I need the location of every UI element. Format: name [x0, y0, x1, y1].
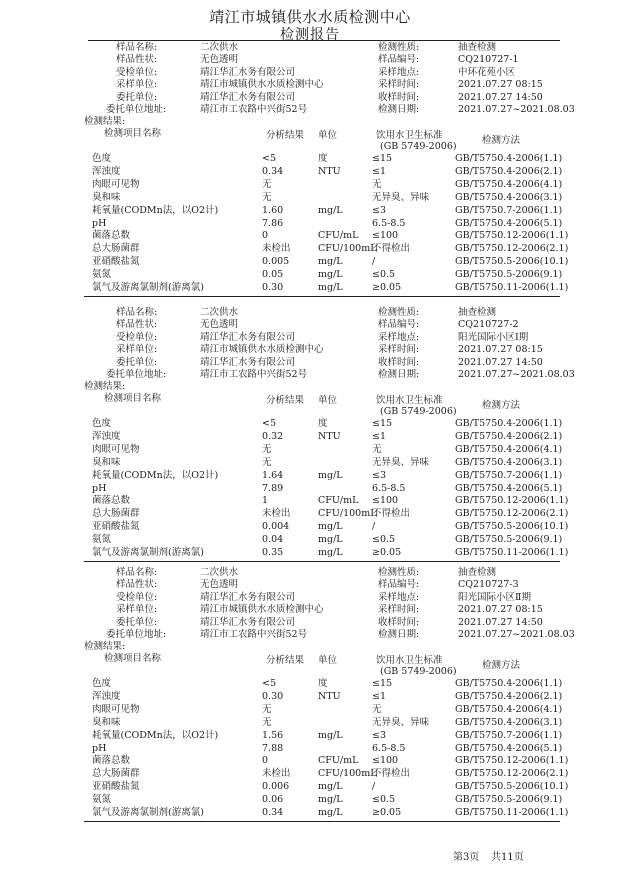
cell-result: 7.88 — [262, 742, 284, 754]
cell-method: GB/T5750.4-2006(3.1) — [455, 191, 563, 203]
cell-unit: mg/L — [318, 807, 343, 818]
sample-name-label: 样品名称: — [116, 567, 158, 578]
cell-result: 无 — [262, 703, 272, 715]
client-unit-value: 靖江华汇水务有限公司 — [200, 616, 296, 628]
cell-method: GB/T5750.4-2006(4.1) — [455, 443, 563, 455]
cell-standard: ≤100 — [372, 230, 399, 242]
sampling-site-label: 采样地点: — [378, 66, 420, 78]
test-nature-value: 抽查检测 — [458, 307, 497, 318]
cell-unit: CFU/100mL — [318, 508, 377, 520]
cell-standard: ≤1 — [372, 690, 387, 702]
sample-nature-value: 无色透明 — [200, 579, 239, 591]
col-item-header: 检测项目名称 — [104, 393, 162, 404]
col-unit-header: 单位 — [318, 395, 338, 406]
sample-name-value: 二次供水 — [200, 42, 239, 53]
receive-time-value: 2021.07.27 14:50 — [458, 356, 543, 368]
cell-standard: 不得检出 — [372, 243, 411, 255]
cell-unit: mg/L — [318, 534, 343, 546]
cell-standard: ≤15 — [372, 678, 393, 689]
cell-result: <5 — [262, 153, 277, 164]
entrusted-unit-label: 受检单位: — [116, 591, 158, 603]
col-result-header: 分析结果 — [266, 655, 305, 666]
cell-standard: 6.5-8.5 — [372, 482, 406, 494]
cell-standard: / — [372, 256, 376, 268]
col-standard-header: 饮用水卫生标准 — [376, 130, 443, 141]
sample-nature-value: 无色透明 — [200, 54, 239, 66]
cell-result: 0.06 — [262, 794, 284, 806]
receive-time-label: 收样时间: — [378, 616, 420, 628]
cell-unit: CFU/100mL — [318, 243, 377, 255]
cell-item: 总大肠菌群 — [92, 243, 140, 255]
cell-item: 总大肠菌群 — [92, 768, 140, 780]
col-item-header: 检测项目名称 — [104, 653, 162, 664]
cell-item: 菌落总数 — [92, 755, 131, 767]
cell-standard: ≤0.5 — [372, 534, 396, 546]
results-label: 检测结果: — [84, 116, 126, 127]
cell-result: 0.005 — [262, 256, 290, 268]
cell-unit: mg/L — [318, 781, 343, 793]
cell-method: GB/T5750.12-2006(1.1) — [455, 495, 569, 507]
cell-result: 未检出 — [262, 508, 291, 520]
cell-item: 肉眼可见物 — [92, 443, 140, 455]
sampling-time-value: 2021.07.27 08:15 — [458, 344, 543, 356]
sampling-time-value: 2021.07.27 08:15 — [458, 604, 543, 616]
cell-item: 耗氧量(CODMn法，以O2计) — [92, 204, 219, 216]
cell-result: 0.34 — [262, 165, 284, 177]
cell-method: GB/T5750.4-2006(5.1) — [455, 742, 563, 754]
receive-time-label: 收样时间: — [378, 356, 420, 368]
cell-standard: ≥0.05 — [372, 282, 402, 293]
entrusted-unit-value: 靖江华汇水务有限公司 — [200, 331, 296, 343]
cell-result: 未检出 — [262, 243, 291, 255]
cell-result: 7.89 — [262, 482, 284, 494]
sample-no-label: 样品编号: — [378, 319, 420, 331]
client-address-label: 委托单位地址: — [106, 629, 167, 640]
sampling-site-label: 采样地点: — [378, 591, 420, 603]
col-method-header: 检测方法 — [482, 135, 521, 146]
col-standard-header: 饮用水卫生标准 — [376, 395, 443, 406]
cell-result: 1.56 — [262, 729, 284, 741]
cell-result: 无 — [262, 456, 272, 468]
col-method-header: 检测方法 — [482, 400, 521, 411]
cell-standard: ≥0.05 — [372, 547, 402, 558]
cell-method: GB/T5750.11-2006(1.1) — [455, 807, 569, 818]
cell-result: 0.30 — [262, 282, 284, 293]
cell-item: 浑浊度 — [92, 165, 121, 177]
cell-item: 色度 — [92, 418, 112, 429]
cell-method: GB/T5750.4-2006(5.1) — [455, 482, 563, 494]
page-total: 共11页 — [491, 852, 524, 863]
sampling-time-label: 采样时间: — [378, 79, 420, 91]
col-result-header: 分析结果 — [266, 395, 305, 406]
cell-item: pH — [92, 742, 107, 754]
cell-standard: 不得检出 — [372, 768, 411, 780]
sampling-unit-label: 采样单位: — [116, 79, 158, 91]
cell-item: 氯气及游离氯制剂(游离氯) — [92, 807, 204, 818]
section-rule — [84, 821, 560, 822]
sample-name-value: 二次供水 — [200, 307, 239, 318]
test-date-label: 检测日期: — [378, 369, 420, 380]
cell-result: 无 — [262, 443, 272, 455]
cell-result: 0.05 — [262, 269, 284, 281]
sample-name-value: 二次供水 — [200, 567, 239, 578]
cell-item: 臭和味 — [92, 191, 121, 203]
cell-result: 0.004 — [262, 521, 290, 533]
sample-nature-value: 无色透明 — [200, 319, 239, 331]
cell-item: 亚硝酸盐氮 — [92, 521, 140, 533]
cell-method: GB/T5750.4-2006(3.1) — [455, 456, 563, 468]
cell-result: 7.86 — [262, 217, 284, 229]
entrusted-unit-value: 靖江华汇水务有限公司 — [200, 591, 296, 603]
cell-item: 总大肠菌群 — [92, 508, 140, 520]
col-standard-sub-header: (GB 5749-2006) — [380, 406, 457, 417]
cell-standard: ≤3 — [372, 204, 387, 216]
cell-method: GB/T5750.5-2006(9.1) — [455, 269, 563, 281]
results-label: 检测结果: — [84, 381, 126, 392]
cell-result: 无 — [262, 191, 272, 203]
cell-item: 色度 — [92, 678, 112, 689]
cell-item: 氨氮 — [92, 269, 112, 281]
client-unit-value: 靖江华汇水务有限公司 — [200, 91, 296, 103]
cell-result: 1.64 — [262, 469, 284, 481]
test-nature-label: 检测性质: — [378, 567, 420, 578]
cell-result: 1.60 — [262, 204, 284, 216]
cell-method: GB/T5750.7-2006(1.1) — [455, 729, 563, 741]
sample-no-value: CQ210727-3 — [458, 579, 519, 591]
cell-item: 菌落总数 — [92, 495, 131, 507]
sampling-unit-label: 采样单位: — [116, 604, 158, 616]
cell-unit: NTU — [318, 690, 341, 702]
cell-method: GB/T5750.11-2006(1.1) — [455, 547, 569, 558]
cell-unit: mg/L — [318, 729, 343, 741]
cell-method: GB/T5750.12-2006(2.1) — [455, 243, 569, 255]
cell-standard: 6.5-8.5 — [372, 217, 406, 229]
cell-item: 浑浊度 — [92, 690, 121, 702]
sampling-unit-label: 采样单位: — [116, 344, 158, 356]
cell-method: GB/T5750.5-2006(10.1) — [455, 521, 569, 533]
receive-time-label: 收样时间: — [378, 91, 420, 103]
cell-result: 无 — [262, 716, 272, 728]
cell-unit: CFU/mL — [318, 230, 359, 242]
cell-standard: 不得检出 — [372, 508, 411, 520]
cell-standard: ≤15 — [372, 153, 393, 164]
cell-method: GB/T5750.7-2006(1.1) — [455, 204, 563, 216]
sampling-time-label: 采样时间: — [378, 344, 420, 356]
sampling-site-value: 阳光国际小区Ⅰ期 — [458, 331, 529, 343]
entrusted-unit-label: 受检单位: — [116, 66, 158, 78]
cell-standard: 无 — [372, 178, 382, 190]
cell-unit: 度 — [318, 678, 328, 689]
sample-no-value: CQ210727-2 — [458, 319, 519, 331]
cell-method: GB/T5750.11-2006(1.1) — [455, 282, 569, 293]
cell-standard: / — [372, 521, 376, 533]
cell-standard: ≤15 — [372, 418, 393, 429]
cell-method: GB/T5750.4-2006(4.1) — [455, 178, 563, 190]
cell-standard: ≤1 — [372, 430, 387, 442]
client-unit-label: 委托单位: — [116, 616, 158, 628]
sample-name-label: 样品名称: — [116, 42, 158, 53]
cell-unit: mg/L — [318, 282, 343, 293]
col-unit-header: 单位 — [318, 130, 338, 141]
test-date-value: 2021.07.27~2021.08.03 — [458, 104, 575, 115]
cell-result: 0.006 — [262, 781, 290, 793]
test-nature-value: 抽查检测 — [458, 42, 497, 53]
cell-unit: mg/L — [318, 794, 343, 806]
sample-nature-label: 样品性状: — [116, 579, 158, 591]
cell-method: GB/T5750.5-2006(9.1) — [455, 534, 563, 546]
sampling-unit-value: 靖江市城镇供水水质检测中心 — [200, 79, 324, 91]
cell-unit: 度 — [318, 418, 328, 429]
cell-unit: mg/L — [318, 469, 343, 481]
cell-item: 氨氮 — [92, 794, 112, 806]
sampling-site-value: 阳光国际小区Ⅱ期 — [458, 591, 531, 603]
cell-result: 0.34 — [262, 807, 284, 818]
cell-standard: ≤1 — [372, 165, 387, 177]
cell-unit: CFU/100mL — [318, 768, 377, 780]
cell-unit: CFU/mL — [318, 755, 359, 767]
cell-result: <5 — [262, 418, 277, 429]
cell-method: GB/T5750.4-2006(1.1) — [455, 153, 563, 164]
cell-method: GB/T5750.12-2006(1.1) — [455, 755, 569, 767]
col-standard-sub-header: (GB 5749-2006) — [380, 666, 457, 677]
cell-result: <5 — [262, 678, 277, 689]
cell-standard: ≤0.5 — [372, 794, 396, 806]
cell-method: GB/T5750.4-2006(2.1) — [455, 165, 563, 177]
cell-method: GB/T5750.12-2006(1.1) — [455, 230, 569, 242]
sampling-site-label: 采样地点: — [378, 331, 420, 343]
cell-unit: CFU/mL — [318, 495, 359, 507]
cell-item: 耗氧量(CODMn法，以O2计) — [92, 729, 219, 741]
client-address-value: 靖江市工农路中兴街52号 — [200, 104, 308, 115]
cell-item: 氯气及游离氯制剂(游离氯) — [92, 547, 204, 558]
client-address-label: 委托单位地址: — [106, 104, 167, 115]
cell-item: 色度 — [92, 153, 112, 164]
cell-standard: 无异臭、异味 — [372, 191, 430, 203]
cell-item: 亚硝酸盐氮 — [92, 256, 140, 268]
receive-time-value: 2021.07.27 14:50 — [458, 616, 543, 628]
cell-item: 肉眼可见物 — [92, 178, 140, 190]
sample-no-label: 样品编号: — [378, 579, 420, 591]
cell-method: GB/T5750.4-2006(2.1) — [455, 430, 563, 442]
client-unit-label: 委托单位: — [116, 91, 158, 103]
cell-unit: mg/L — [318, 204, 343, 216]
cell-unit: mg/L — [318, 521, 343, 533]
client-address-value: 靖江市工农路中兴街52号 — [200, 629, 308, 640]
cell-unit: NTU — [318, 430, 341, 442]
sampling-unit-value: 靖江市城镇供水水质检测中心 — [200, 344, 324, 356]
page-title: 靖江市城镇供水水质检测中心 — [209, 8, 411, 26]
sampling-time-value: 2021.07.27 08:15 — [458, 79, 543, 91]
cell-standard: 无异臭、异味 — [372, 456, 430, 468]
col-result-header: 分析结果 — [266, 130, 305, 141]
cell-method: GB/T5750.4-2006(5.1) — [455, 217, 563, 229]
cell-method: GB/T5750.5-2006(10.1) — [455, 256, 569, 268]
test-nature-label: 检测性质: — [378, 42, 420, 53]
cell-standard: ≥0.05 — [372, 807, 402, 818]
entrusted-unit-value: 靖江华汇水务有限公司 — [200, 66, 296, 78]
cell-unit: mg/L — [318, 547, 343, 558]
cell-result: 0 — [262, 755, 269, 767]
col-unit-header: 单位 — [318, 655, 338, 666]
col-standard-header: 饮用水卫生标准 — [376, 655, 443, 666]
cell-standard: ≤3 — [372, 729, 387, 741]
cell-result: 0.30 — [262, 690, 284, 702]
entrusted-unit-label: 受检单位: — [116, 331, 158, 343]
cell-item: 臭和味 — [92, 716, 121, 728]
cell-standard: ≤100 — [372, 495, 399, 507]
cell-standard: 无 — [372, 703, 382, 715]
sampling-unit-value: 靖江市城镇供水水质检测中心 — [200, 604, 324, 616]
cell-method: GB/T5750.7-2006(1.1) — [455, 469, 563, 481]
cell-standard: 无 — [372, 443, 382, 455]
col-standard-sub-header: (GB 5749-2006) — [380, 141, 457, 152]
title-rule — [88, 40, 560, 41]
section-rule — [84, 561, 560, 562]
cell-result: 0.04 — [262, 534, 284, 546]
cell-method: GB/T5750.12-2006(2.1) — [455, 768, 569, 780]
cell-standard: 6.5-8.5 — [372, 742, 406, 754]
cell-item: 肉眼可见物 — [92, 703, 140, 715]
cell-method: GB/T5750.5-2006(9.1) — [455, 794, 563, 806]
page-subtitle: 检测报告 — [280, 27, 340, 43]
cell-standard: 无异臭、异味 — [372, 716, 430, 728]
client-unit-label: 委托单位: — [116, 356, 158, 368]
cell-result: 无 — [262, 178, 272, 190]
cell-item: 氨氮 — [92, 534, 112, 546]
cell-result: 0 — [262, 230, 269, 242]
sample-nature-label: 样品性状: — [116, 319, 158, 331]
test-date-value: 2021.07.27~2021.08.03 — [458, 629, 575, 640]
cell-method: GB/T5750.4-2006(1.1) — [455, 418, 563, 429]
cell-item: pH — [92, 482, 107, 494]
cell-item: 耗氧量(CODMn法，以O2计) — [92, 469, 219, 481]
cell-item: pH — [92, 217, 107, 229]
cell-result: 1 — [262, 495, 269, 507]
cell-method: GB/T5750.4-2006(3.1) — [455, 716, 563, 728]
client-unit-value: 靖江华汇水务有限公司 — [200, 356, 296, 368]
cell-standard: ≤3 — [372, 469, 387, 481]
sampling-time-label: 采样时间: — [378, 604, 420, 616]
col-method-header: 检测方法 — [482, 660, 521, 671]
test-date-value: 2021.07.27~2021.08.03 — [458, 369, 575, 380]
results-label: 检测结果: — [84, 641, 126, 652]
test-date-label: 检测日期: — [378, 104, 420, 115]
cell-unit: 度 — [318, 153, 328, 164]
sample-name-label: 样品名称: — [116, 307, 158, 318]
client-address-label: 委托单位地址: — [106, 369, 167, 380]
cell-standard: ≤100 — [372, 755, 399, 767]
test-nature-label: 检测性质: — [378, 307, 420, 318]
test-date-label: 检测日期: — [378, 629, 420, 640]
cell-item: 臭和味 — [92, 456, 121, 468]
cell-unit: mg/L — [318, 256, 343, 268]
cell-result: 0.32 — [262, 430, 284, 442]
cell-item: 氯气及游离氯制剂(游离氯) — [92, 282, 204, 293]
cell-standard: ≤0.5 — [372, 269, 396, 281]
section-rule — [84, 296, 560, 297]
cell-unit: NTU — [318, 165, 341, 177]
cell-unit: mg/L — [318, 269, 343, 281]
client-address-value: 靖江市工农路中兴街52号 — [200, 369, 308, 380]
cell-standard: / — [372, 781, 376, 793]
col-item-header: 检测项目名称 — [104, 128, 162, 139]
cell-item: 亚硝酸盐氮 — [92, 781, 140, 793]
cell-method: GB/T5750.4-2006(1.1) — [455, 678, 563, 689]
receive-time-value: 2021.07.27 14:50 — [458, 91, 543, 103]
sampling-site-value: 中环花苑小区 — [458, 66, 516, 78]
cell-method: GB/T5750.4-2006(2.1) — [455, 690, 563, 702]
sample-no-label: 样品编号: — [378, 54, 420, 66]
cell-method: GB/T5750.5-2006(10.1) — [455, 781, 569, 793]
cell-result: 未检出 — [262, 768, 291, 780]
sample-nature-label: 样品性状: — [116, 54, 158, 66]
sample-no-value: CQ210727-1 — [458, 54, 519, 66]
test-nature-value: 抽查检测 — [458, 567, 497, 578]
page-number: 第3页 — [453, 852, 480, 863]
cell-result: 0.35 — [262, 547, 284, 558]
cell-item: 浑浊度 — [92, 430, 121, 442]
cell-method: GB/T5750.12-2006(2.1) — [455, 508, 569, 520]
cell-method: GB/T5750.4-2006(4.1) — [455, 703, 563, 715]
cell-item: 菌落总数 — [92, 230, 131, 242]
